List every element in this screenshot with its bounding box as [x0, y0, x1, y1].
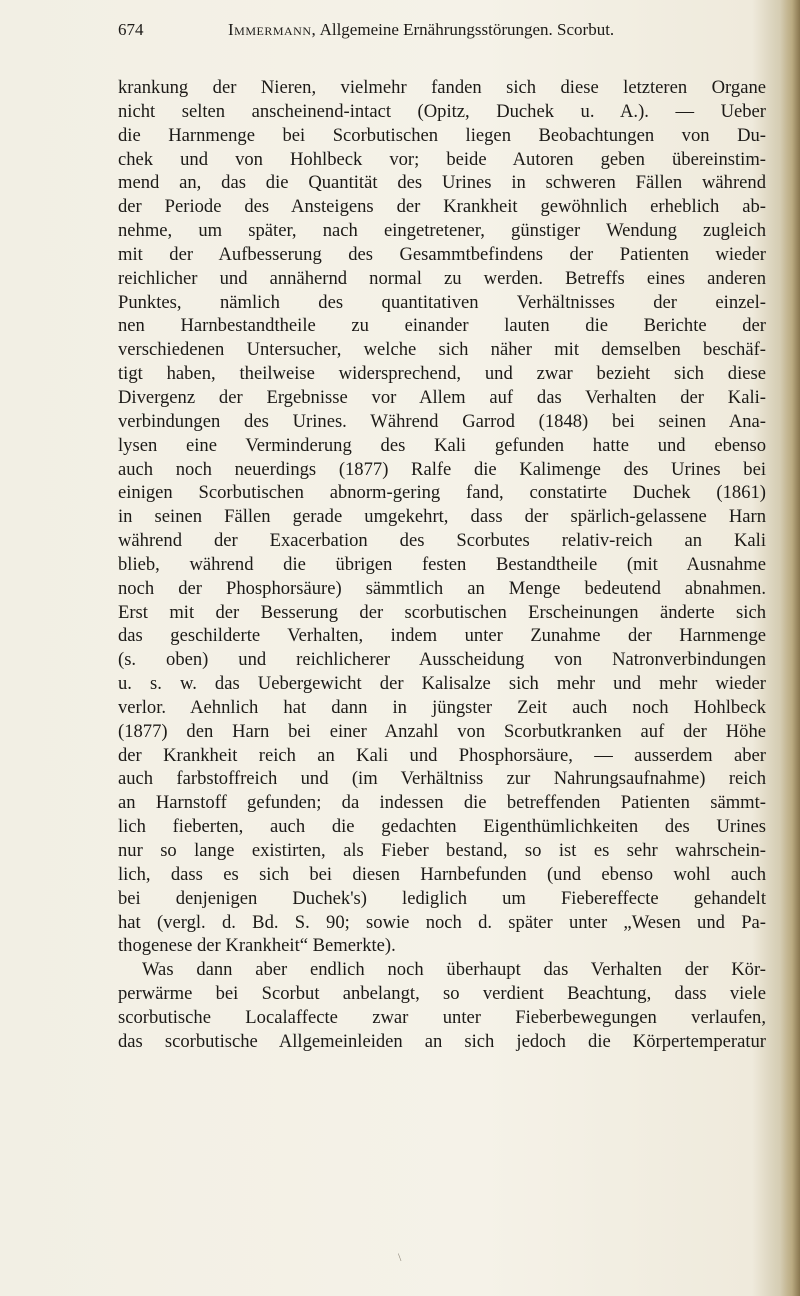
text-line: chek und von Hohlbeck vor; beide Autoren geben übereinstim-: [118, 148, 766, 170]
text-line: hat (vergl. d. Bd. S. 90; sowie noch d. später unter „Wesen und Pa-: [118, 911, 766, 933]
text-line: das scorbutische Allgemeinleiden an sich jedoch die Körpertemperatur: [118, 1030, 766, 1052]
text-line: nen Harnbestandtheile zu einander lauten die Berichte der: [118, 315, 766, 337]
text-line: verschiedenen Untersucher, welche sich näher mit demselben beschäf-: [118, 339, 766, 361]
running-header: [118, 20, 758, 50]
text-line: perwärme bei Scorbut anbelangt, so verdient Beachtung, dass viele: [118, 983, 766, 1005]
text-line: das geschilderte Verhalten, indem unter Zunahme der Harnmenge: [118, 625, 766, 647]
text-line: noch der Phosphorsäure) sämmtlich an Menge bedeutend abnahmen.: [118, 577, 766, 599]
header-title: Allgemeine Ernährungsstörungen. Scorbut.: [319, 20, 615, 39]
stray-mark: \: [398, 1250, 402, 1264]
text-line: mend an, das die Quantität des Urines in schweren Fällen während: [118, 172, 766, 194]
text-line: die Harnmenge bei Scorbutischen liegen Beobachtungen von Du-: [118, 124, 766, 146]
text-line: reichlicher und annähernd normal zu werden. Betreffs eines anderen: [118, 267, 766, 289]
text-line: mit der Aufbesserung des Gesammtbefindens der Patienten wieder: [118, 243, 766, 265]
text-line: während der Exacerbation des Scorbutes relativ-reich an Kali: [118, 530, 766, 552]
page-edge-shadow: [780, 0, 800, 1296]
text-line: lich fieberten, auch die gedachten Eigenthümlichkeiten des Urines: [118, 816, 766, 838]
text-line: nehme, um später, nach eingetretener, günstiger Wendung zugleich: [118, 220, 766, 242]
text-line: verbindungen des Urines. Während Garrod (1848) bei seinen Ana-: [118, 410, 766, 432]
text-line: tigt haben, theilweise widersprechend, und zwar bezieht sich diese: [118, 363, 766, 385]
text-line: krankung der Nieren, vielmehr fanden sich diese letzteren Organe: [118, 77, 766, 98]
text-line: thogenese der Krankheit“ Bemerkte).: [118, 935, 396, 957]
text-line: in seinen Fällen gerade umgekehrt, dass der spärlich-gelassene Harn: [118, 506, 766, 528]
text-line: nicht selten anscheinend-intact (Opitz, Duchek u. A.). — Ueber: [118, 100, 766, 122]
text-line: bei denjenigen Duchek's) lediglich um Fiebereffecte gehandelt: [118, 887, 766, 909]
text-line: Was dann aber endlich noch überhaupt das Verhalten der Kör-: [142, 959, 766, 981]
text-line: scorbutische Localaffecte zwar unter Fieberbewegungen verlaufen,: [118, 1006, 766, 1028]
text-line: blieb, während die übrigen festen Bestandtheile (mit Ausnahme: [118, 553, 766, 575]
text-line: (1877) den Harn bei einer Anzahl von Scorbutkranken auf der Höhe: [118, 720, 766, 742]
text-line: u. s. w. das Uebergewicht der Kalisalze sich mehr und mehr wieder: [118, 673, 766, 695]
header-author: Immermann,: [228, 20, 317, 39]
running-title: [228, 20, 614, 40]
page-number: 674: [118, 20, 144, 39]
text-line: Erst mit der Besserung der scorbutischen Erscheinungen änderte sich: [118, 601, 766, 623]
text-line: an Harnstoff gefunden; da indessen die betreffenden Patienten sämmt-: [118, 792, 766, 814]
text-line: der Periode des Ansteigens der Krankheit gewöhnlich erheblich ab-: [118, 196, 766, 218]
text-line: einigen Scorbutischen abnorm-gering fand, constatirte Duchek (1861): [118, 482, 766, 504]
text-line: auch noch neuerdings (1877) Ralfe die Kalimenge des Urines bei: [118, 458, 766, 480]
text-line: Divergenz der Ergebnisse vor Allem auf das Verhalten der Kali-: [118, 386, 766, 408]
text-line: nur so lange existirten, als Fieber bestand, so ist es sehr wahrschein-: [118, 840, 766, 861]
text-line: (s. oben) und reichlicherer Ausscheidung von Natronverbindungen: [118, 649, 766, 671]
text-line: lich, dass es sich bei diesen Harnbefunden (und ebenso wohl auch: [118, 863, 766, 885]
text-line: auch farbstoffreich und (im Verhältniss zur Nahrungsaufnahme) reich: [118, 768, 766, 790]
text-line: verlor. Aehnlich hat dann in jüngster Zeit auch noch Hohlbeck: [118, 696, 766, 718]
text-line: der Krankheit reich an Kali und Phosphorsäure, — ausserdem aber: [118, 744, 766, 766]
text-line: Punktes, nämlich des quantitativen Verhältnisses der einzel-: [118, 291, 766, 313]
text-line: lysen eine Verminderung des Kali gefunden hatte und ebenso: [118, 434, 766, 456]
body-text: [118, 76, 766, 1054]
